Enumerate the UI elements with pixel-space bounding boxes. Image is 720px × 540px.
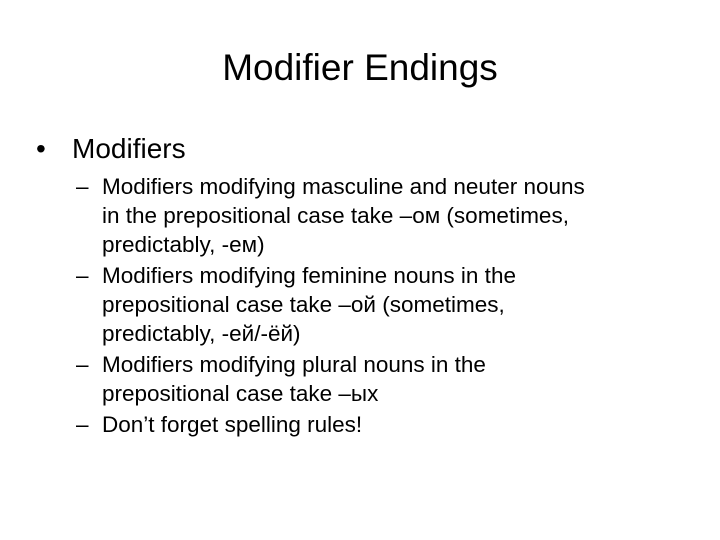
dash-marker: – bbox=[76, 174, 89, 199]
sub-bullet bbox=[72, 350, 686, 408]
sub-bullet-line: in the prepositional case take –ом (sometimes, bbox=[102, 203, 569, 228]
dash-marker: – bbox=[76, 263, 89, 288]
sub-bullet-line: predictably, -ей/-ёй) bbox=[102, 321, 301, 346]
sub-bullet-line: Modifiers modifying masculine and neuter nouns bbox=[102, 174, 585, 199]
dash-marker: – bbox=[76, 412, 89, 437]
sub-bullet-line: prepositional case take –ой (sometimes, bbox=[102, 292, 505, 317]
sub-bullet-line: predictably, -ем) bbox=[102, 232, 265, 257]
bullet-marker: • bbox=[36, 133, 46, 164]
sub-bullet bbox=[72, 410, 686, 439]
sub-bullet-line: Modifiers modifying plural nouns in the bbox=[102, 352, 486, 377]
sub-bullet-line: prepositional case take –ых bbox=[102, 381, 379, 406]
dash-marker: – bbox=[76, 352, 89, 377]
sub-bullet bbox=[72, 172, 686, 259]
main-bullet bbox=[36, 130, 686, 168]
slide-content bbox=[36, 130, 686, 441]
main-bullet-text: Modifiers bbox=[72, 133, 186, 164]
sub-bullet-line: Don’t forget spelling rules! bbox=[102, 412, 363, 437]
sub-bullet-list bbox=[36, 172, 686, 439]
sub-bullet bbox=[72, 261, 686, 348]
slide-title: Modifier Endings bbox=[222, 47, 498, 88]
sub-bullet-line: Modifiers modifying feminine nouns in the bbox=[102, 263, 516, 288]
